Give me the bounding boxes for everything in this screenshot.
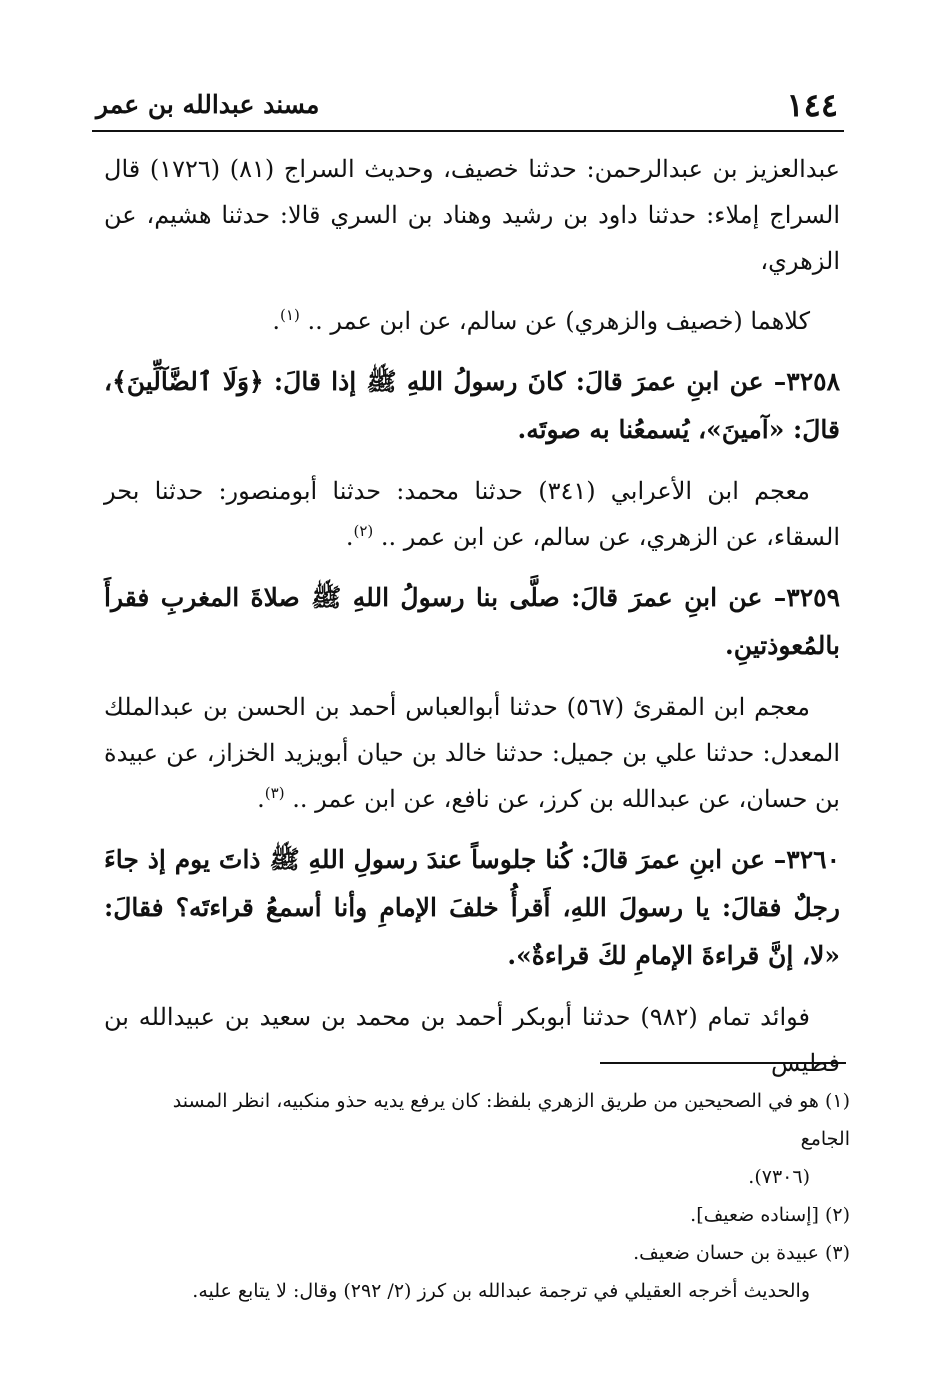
page-number: ١٤٤ bbox=[786, 86, 838, 124]
running-title: مسند عبدالله بن عمر bbox=[96, 90, 320, 119]
footnote-3: (٣) عبيدة بن حسان ضعيف. bbox=[633, 1242, 850, 1264]
hadith-text: – عن ابنِ عمرَ قالَ: كانَ رسولُ اللهِ ﷺ إذا قالَ: ﴿وَلَا ٱلضَّآلِّينَ﴾، قالَ: «آمينَ»، يُسمعُنا به صوتَه. bbox=[104, 367, 840, 444]
footnote-2: (٢) [إسناده ضعيف]. bbox=[690, 1204, 850, 1226]
body-text bbox=[104, 146, 840, 1100]
paragraph-source-1 bbox=[104, 146, 840, 284]
paragraph-text: فوائد تمام (٩٨٢) حدثنا أبوبكر أحمد بن محمد بن سعيد بن عبيدالله بن فطيس bbox=[104, 1003, 840, 1077]
hadith-text: – عن ابنِ عمرَ قالَ: صلَّى بنا رسولُ اللهِ ﷺ صلاةَ المغربِ فقرأَ بالمُعوذتينِ. bbox=[104, 583, 840, 660]
footnote-1-continuation: (٧٣٠٦). bbox=[748, 1166, 810, 1188]
paragraph-text: معجم ابن المقرئ (٥٦٧) حدثنا أبوالعباس أحمد بن الحسن بن عبدالملك المعدل: حدثنا علي بن جميل: حدثنا خالد بن حيان أبويزيد الخزاز، عن عبيدة بن حسان، عن عبدالله بن كرز، عن نافع، عن ابن عمر .. bbox=[104, 693, 840, 813]
paragraph-chain-1 bbox=[104, 298, 840, 344]
period: . bbox=[345, 523, 354, 551]
period: . bbox=[272, 307, 281, 335]
paragraph-text: كلاهما (خصيف والزهري) عن سالم، عن ابن عمر .. bbox=[307, 307, 810, 335]
footnote-ref-3[interactable]: (٣) bbox=[264, 784, 285, 802]
hadith-3259 bbox=[104, 574, 840, 670]
period: . bbox=[257, 785, 265, 813]
hadith-number: ٣٢٥٩ bbox=[786, 583, 840, 612]
footnote-divider bbox=[600, 1062, 846, 1064]
hadith-number: ٣٢٥٨ bbox=[786, 367, 840, 396]
paragraph-text: معجم ابن الأعرابي (٣٤١) حدثنا محمد: حدثنا أبومنصور: حدثنا بحر السقاء، عن الزهري، عن سالم، عن ابن عمر .. bbox=[104, 477, 840, 551]
hadith-3258 bbox=[104, 358, 840, 454]
footnote-3-note: والحديث أخرجه العقيلي في ترجمة عبدالله بن كرز (٢/ ٢٩٢) وقال: لا يتابع عليه. bbox=[192, 1280, 810, 1302]
hadith-number: ٣٢٦٠ bbox=[786, 845, 840, 874]
paragraph-source-2 bbox=[104, 468, 840, 560]
footnote-ref-2[interactable]: (٢) bbox=[353, 522, 374, 540]
paragraph-source-3 bbox=[104, 684, 840, 822]
hadith-3260 bbox=[104, 836, 840, 980]
footnote-1: (١) هو في الصحيحين من طريق الزهري بلفظ: كان يرفع يديه حذو منكبيه، انظر المسند الجامع bbox=[172, 1090, 850, 1150]
footnote-ref-1[interactable]: (١) bbox=[280, 306, 300, 324]
footnotes bbox=[150, 1082, 850, 1310]
paragraph-source-4 bbox=[104, 994, 840, 1086]
paragraph-text: عبدالعزيز بن عبدالرحمن: حدثنا خصيف، وحديث السراج (٨١) (١٧٢٦) قال السراج إملاء: حدثنا داود بن رشيد وهناد بن السري قالا: حدثنا هشيم، عن الزهري، bbox=[104, 155, 841, 275]
hadith-text: – عن ابنِ عمرَ قالَ: كُنا جلوساً عندَ رسولِ اللهِ ﷺ ذاتَ يوم إذ جاءَ رجلٌ فقالَ: يا رسولَ اللهِ، أَقرأُ خلفَ الإمامِ وأنا أسمعُ قراءتَه؟ فقالَ: «لا، إنَّ قراءةَ الإمامِ لكَ قراءةٌ». bbox=[104, 845, 840, 970]
page-header bbox=[92, 84, 844, 132]
